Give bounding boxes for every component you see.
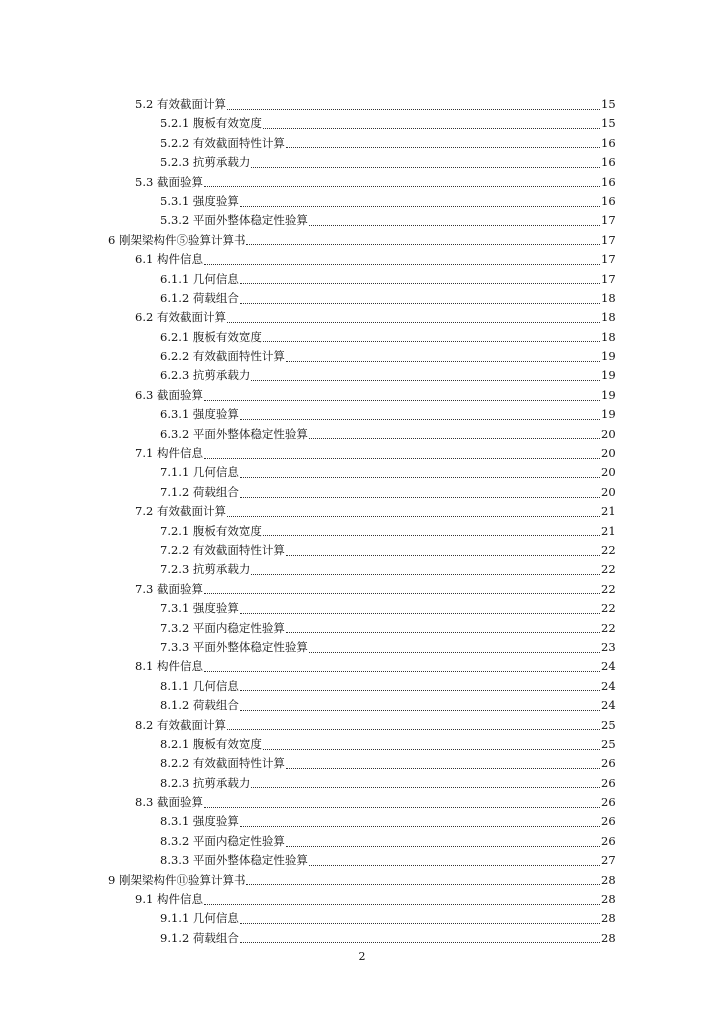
toc-entry-page: 19 [601,349,616,364]
toc-entry[interactable] [0,599,724,618]
toc-entry-title: 7.1 构件信息 [135,446,203,461]
toc-dot-leader [309,224,600,226]
toc-entry[interactable] [0,405,724,424]
toc-entry[interactable] [0,638,724,657]
toc-dot-leader [204,592,600,594]
toc-dot-leader [204,457,600,459]
toc-entry-title: 7.1.1 几何信息 [160,465,239,480]
toc-entry-title: 6.2 有效截面计算 [135,310,226,325]
toc-entry[interactable] [0,134,724,153]
toc-entry-title: 8.2 有效截面计算 [135,717,226,732]
toc-dot-leader [286,554,600,556]
toc-entry[interactable] [0,677,724,696]
toc-dot-leader [251,379,600,381]
toc-dot-leader [240,496,600,498]
toc-entry[interactable] [0,308,724,327]
toc-entry-page: 28 [601,930,616,945]
toc-entry[interactable] [0,929,724,948]
toc-entry[interactable] [0,812,724,831]
toc-dot-leader [240,282,600,284]
toc-entry-page: 25 [601,736,616,751]
toc-entry[interactable] [0,560,724,579]
toc-dot-leader [309,864,600,866]
toc-dot-leader [263,534,600,536]
toc-entry-page: 21 [601,523,616,538]
toc-dot-leader [251,166,600,168]
toc-entry-title: 6.3.1 强度验算 [160,407,239,422]
toc-entry-title: 9 刚架梁构件⑪验算计算书 [108,872,246,887]
toc-entry[interactable] [0,716,724,735]
toc-entry[interactable] [0,696,724,715]
toc-entry-page: 16 [601,155,616,170]
toc-dot-leader [309,651,600,653]
toc-dot-leader [204,263,600,265]
toc-entry-page: 19 [601,387,616,402]
toc-entry-title: 5.2 有效截面计算 [135,97,226,111]
toc-entry[interactable] [0,502,724,521]
toc-entry-page: 18 [601,310,616,325]
toc-entry-title: 6.1.2 荷载组合 [160,290,239,305]
toc-entry-page: 25 [601,717,616,732]
toc-entry-page: 26 [601,775,616,790]
toc-entry-title: 7.2.3 抗剪承载力 [160,562,251,577]
toc-entry-title: 8.3.1 强度验算 [160,814,239,829]
toc-entry[interactable] [0,580,724,599]
toc-entry-page: 16 [601,135,616,150]
toc-entry-page: 17 [601,271,616,286]
toc-dot-leader [240,689,600,691]
toc-entry-page: 24 [601,659,616,674]
toc-entry[interactable] [0,754,724,773]
toc-entry[interactable] [0,173,724,192]
toc-entry-title: 6.3 截面验算 [135,387,203,402]
toc-entry-title: 6 刚架梁构件⑤验算计算书 [108,232,246,247]
toc-entry-page: 21 [601,504,616,519]
toc-entry-page: 27 [601,853,616,868]
toc-dot-leader [227,515,600,517]
toc-entry-title: 6.3.2 平面外整体稳定性验算 [160,426,308,441]
toc-entry-page: 15 [601,97,616,111]
toc-entry[interactable] [0,289,724,308]
toc-entry-page: 20 [601,484,616,499]
toc-dot-leader [240,205,600,207]
toc-entry-page: 16 [601,193,616,208]
toc-entry[interactable] [0,522,724,541]
toc-entry-title: 8.2.1 腹板有效宽度 [160,736,262,751]
toc-entry-title: 6.2.3 抗剪承载力 [160,368,251,383]
toc-entry[interactable] [0,425,724,444]
toc-dot-leader [204,903,600,905]
toc-entry[interactable] [0,851,724,870]
toc-entry-page: 19 [601,407,616,422]
toc-entry-title: 6.1.1 几何信息 [160,271,239,286]
toc-entry-page: 20 [601,446,616,461]
toc-dot-leader [246,883,600,885]
toc-entry-page: 18 [601,329,616,344]
toc-dot-leader [240,476,600,478]
toc-entry-title: 7.2.2 有效截面特性计算 [160,542,285,557]
toc-entry-title: 5.2.3 抗剪承载力 [160,155,251,170]
toc-entry-page: 20 [601,426,616,441]
toc-entry-page: 17 [601,232,616,247]
toc-entry[interactable] [0,463,724,482]
toc-dot-leader [286,146,600,148]
toc-entry-page: 28 [601,892,616,907]
toc-dot-leader [227,728,600,730]
toc-dot-leader [286,360,600,362]
toc-entry-page: 26 [601,833,616,848]
toc-entry-title: 5.2.2 有效截面特性计算 [160,135,285,150]
toc-entry[interactable] [0,735,724,754]
toc-entry-title: 7.2 有效截面计算 [135,504,226,519]
toc-entry-page: 26 [601,814,616,829]
toc-dot-leader [204,806,600,808]
toc-dot-leader [204,399,600,401]
toc-entry-page: 22 [601,562,616,577]
toc-entry-page: 24 [601,678,616,693]
toc-entry[interactable] [0,619,724,638]
toc-entry[interactable] [0,211,724,230]
toc-entry-title: 8.3.2 平面内稳定性验算 [160,833,285,848]
toc-dot-leader [240,709,600,711]
toc-entry-page: 23 [601,639,616,654]
toc-dot-leader [240,922,600,924]
toc-entry[interactable] [0,270,724,289]
toc-dot-leader [263,127,600,129]
toc-entry-page: 22 [601,620,616,635]
toc-dot-leader [251,786,600,788]
toc-entry[interactable] [0,114,724,133]
toc-entry-title: 6.1 构件信息 [135,252,203,267]
toc-entry-title: 8.3 截面验算 [135,795,203,810]
toc-dot-leader [263,748,600,750]
toc-entry-page: 15 [601,116,616,131]
toc-entry-title: 8.1.1 几何信息 [160,678,239,693]
toc-entry-page: 19 [601,368,616,383]
toc-entry-title: 5.3 截面验算 [135,174,203,189]
toc-entry-title: 9.1.1 几何信息 [160,911,239,926]
toc-entry-page: 24 [601,698,616,713]
toc-entry[interactable] [0,871,724,890]
toc-entry-title: 5.3.2 平面外整体稳定性验算 [160,213,308,228]
toc-dot-leader [286,631,600,633]
toc-entry[interactable] [0,909,724,928]
toc-dot-leader [251,573,600,575]
toc-entry[interactable] [0,444,724,463]
toc-dot-leader [227,321,600,323]
page-number: 2 [358,950,366,963]
toc-entry-title: 7.3.1 强度验算 [160,601,239,616]
toc-entry-page: 28 [601,911,616,926]
toc-entry[interactable] [0,231,724,250]
toc-dot-leader [309,437,600,439]
toc-entry-title: 9.1.2 荷载组合 [160,930,239,945]
toc-entry-title: 9.1 构件信息 [135,892,203,907]
toc-entry[interactable] [0,153,724,172]
toc-dot-leader [263,340,600,342]
toc-entry-page: 22 [601,581,616,596]
toc-entry-page: 17 [601,252,616,267]
toc-entry-title: 7.1.2 荷载组合 [160,484,239,499]
toc-dot-leader [286,845,600,847]
toc-dot-leader [286,767,600,769]
toc-dot-leader [240,612,600,614]
toc-entry[interactable] [0,95,724,114]
toc-entry[interactable] [0,832,724,851]
toc-entry-page: 22 [601,601,616,616]
toc-entry[interactable] [0,328,724,347]
toc-dot-leader [246,243,600,245]
toc-entry[interactable] [0,483,724,502]
toc-entry[interactable] [0,250,724,269]
toc-entry-title: 8.2.3 抗剪承载力 [160,775,251,790]
toc-dot-leader [240,302,600,304]
toc-entry-title: 7.3.3 平面外整体稳定性验算 [160,639,308,654]
toc-entry[interactable] [0,192,724,211]
toc-dot-leader [227,108,600,110]
toc-entry-title: 7.3.2 平面内稳定性验算 [160,620,285,635]
toc-entry-page: 28 [601,872,616,887]
toc-dot-leader [204,185,600,187]
toc-entry-page: 20 [601,465,616,480]
toc-entry-title: 8.3.3 平面外整体稳定性验算 [160,853,308,868]
toc-dot-leader [240,941,600,943]
toc-entry-title: 8.2.2 有效截面特性计算 [160,756,285,771]
toc-entry-title: 8.1.2 荷载组合 [160,698,239,713]
toc-dot-leader [240,418,600,420]
toc-entry-title: 6.2.1 腹板有效宽度 [160,329,262,344]
toc-entry[interactable] [0,541,724,560]
toc-entry-page: 26 [601,756,616,771]
toc-entry-title: 8.1 构件信息 [135,659,203,674]
toc-entry-title: 6.2.2 有效截面特性计算 [160,349,285,364]
toc-entry[interactable] [0,793,724,812]
toc-entry-page: 22 [601,542,616,557]
toc-entry-page: 18 [601,290,616,305]
toc-entry-page: 17 [601,213,616,228]
toc-entry[interactable] [0,347,724,366]
table-of-contents [0,95,724,948]
toc-entry[interactable] [0,890,724,909]
toc-entry[interactable] [0,657,724,676]
toc-entry-title: 7.2.1 腹板有效宽度 [160,523,262,538]
toc-entry-title: 5.3.1 强度验算 [160,193,239,208]
toc-entry-page: 26 [601,795,616,810]
toc-entry[interactable] [0,774,724,793]
toc-entry-page: 16 [601,174,616,189]
toc-entry-title: 5.2.1 腹板有效宽度 [160,116,262,131]
toc-entry-title: 7.3 截面验算 [135,581,203,596]
toc-entry[interactable] [0,366,724,385]
toc-entry[interactable] [0,386,724,405]
toc-dot-leader [240,825,600,827]
toc-dot-leader [204,670,600,672]
